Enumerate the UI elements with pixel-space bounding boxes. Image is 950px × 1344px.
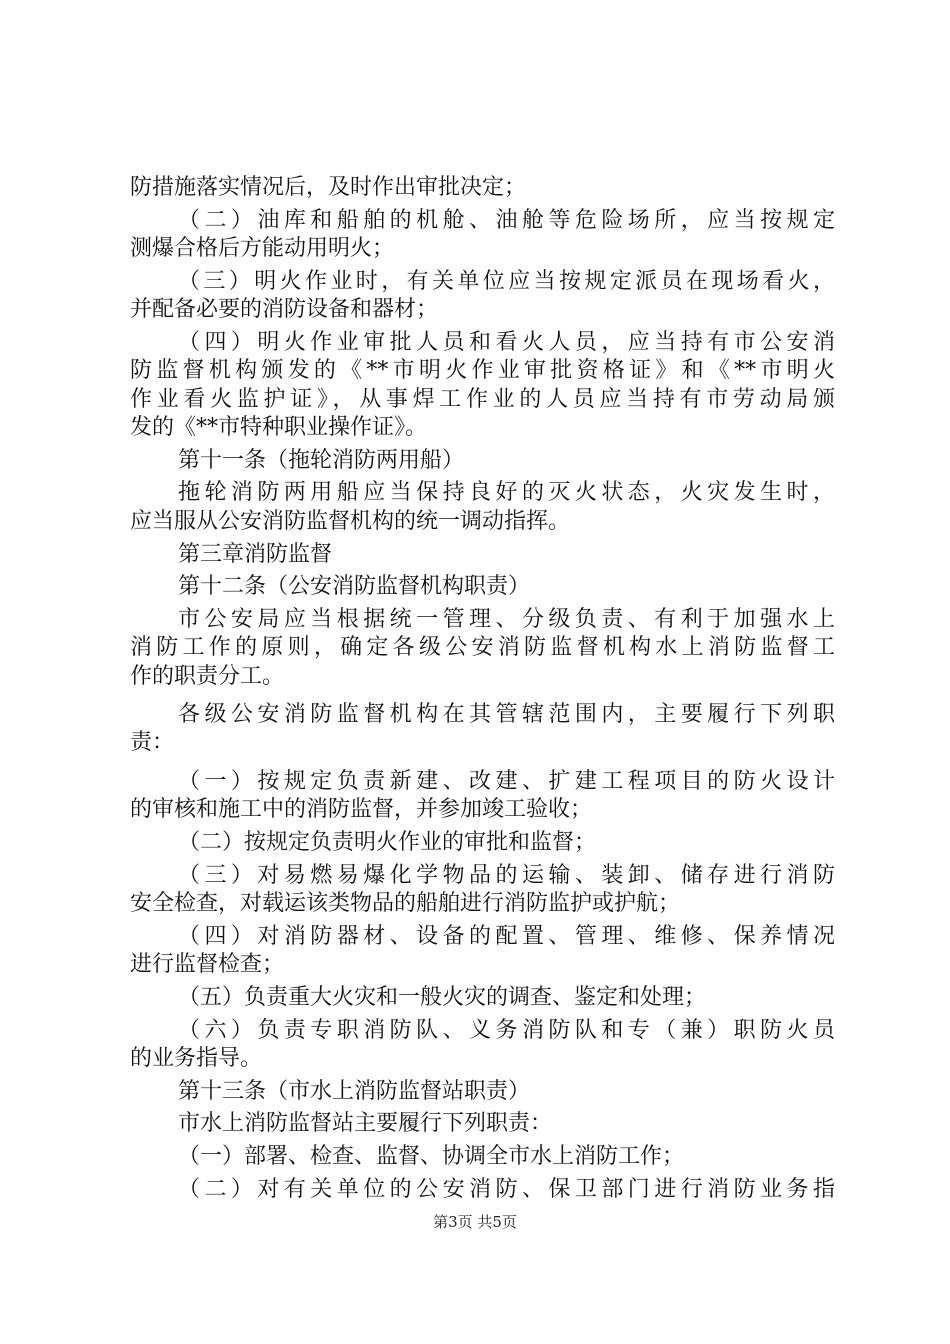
text-line: 进行监督检查；	[130, 951, 285, 977]
text-line: （五）负责重大火灾和一般火灾的调查、鉴定和处理；	[178, 984, 707, 1010]
text-line: （一）部署、检查、监督、协调全市水上消防工作；	[178, 1144, 685, 1170]
text-line: 的业务指导。	[130, 1045, 263, 1071]
text-line: 并配备必要的消防设备和器材；	[130, 297, 439, 323]
text-line: 市水上消防监督站主要履行下列职责：	[178, 1111, 553, 1137]
text-line: 安全检查，对载运该类物品的船舶进行消防监护或护航；	[130, 890, 681, 916]
text-line: （六）负责专职消防队、义务消防队和专（兼）职防火员	[178, 1017, 835, 1043]
text-line: （二）油库和船舶的机舱、油舱等危险场所，应当按规定	[178, 207, 835, 233]
text-line: 的审核和施工中的消防监督，并参加竣工验收；	[130, 796, 593, 822]
text-line: 市公安局应当根据统一管理、分级负责、有利于加强水上	[178, 607, 835, 633]
text-line: （四）对消防器材、设备的配置、管理、维修、保养情况	[178, 923, 835, 949]
text-line: （二）按规定负责明火作业的审批和监督；	[178, 829, 597, 855]
text-line: 拖轮消防两用船应当保持良好的灭火状态，火灾发生时，	[178, 480, 835, 506]
text-line: 防监督机构颁发的《**市明火作业审批资格证》和《**市明火	[130, 358, 835, 384]
document-body	[130, 174, 835, 1204]
chapter-heading: 第三章消防监督	[178, 541, 333, 567]
text-line: 各级公安消防监督机构在其管辖范围内，主要履行下列职	[178, 702, 835, 728]
text-line: 发的《**市特种职业操作证》。	[130, 414, 428, 440]
text-line: （三）明火作业时，有关单位应当按规定派员在现场看火，	[178, 268, 835, 294]
article-heading: 第十三条（市水上消防监督站职责）	[178, 1078, 531, 1104]
text-line: （一）按规定负责新建、改建、扩建工程项目的防火设计	[178, 768, 835, 794]
text-line: （二）对有关单位的公安消防、保卫部门进行消防业务指	[178, 1177, 835, 1202]
article-heading: 第十二条（公安消防监督机构职责）	[178, 574, 531, 600]
article-heading: 第十一条（拖轮消防两用船）	[178, 447, 465, 473]
text-line: 作的职责分工。	[130, 663, 285, 689]
page-number-footer: 第3页 共5页	[433, 1213, 517, 1231]
text-line: 防措施落实情况后，及时作出审批决定；	[130, 175, 527, 200]
text-line: 应当服从公安消防监督机构的统一调动指挥。	[130, 508, 571, 534]
text-line: 责：	[130, 730, 175, 756]
text-line: 消防工作的原则，确定各级公安消防监督机构水上消防监督工	[130, 635, 835, 661]
text-line: （三）对易燃易爆化学物品的运输、装卸、储存进行消防	[178, 862, 835, 888]
text-line: 测爆合格后方能动用明火；	[130, 236, 395, 262]
text-line: 作业看火监护证》，从事焊工作业的人员应当持有市劳动局颁	[130, 386, 835, 412]
text-line: （四）明火作业审批人员和看火人员，应当持有市公安消	[178, 329, 835, 355]
